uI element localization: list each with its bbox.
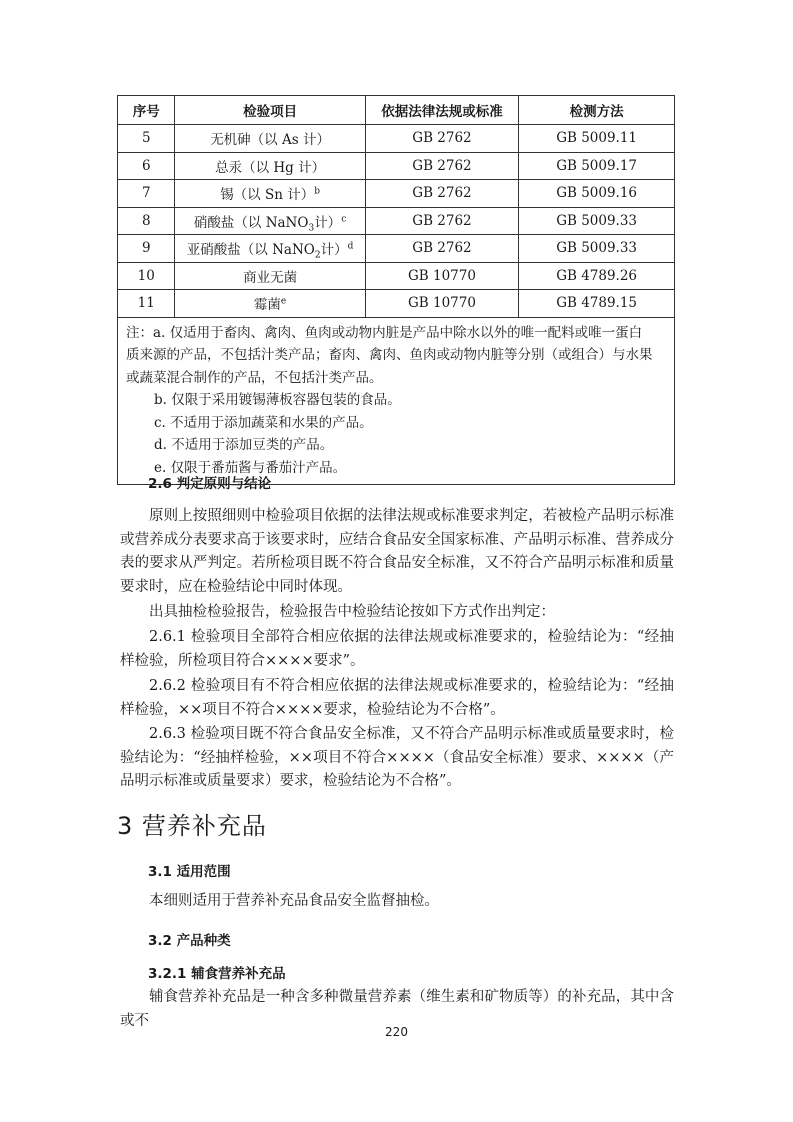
- cell-item: [175, 180, 365, 208]
- cell-standard: GB 10770: [365, 262, 519, 290]
- cell-item: [175, 290, 365, 318]
- cell-method: GB 5009.33: [519, 207, 675, 235]
- item-text: 霉菌: [253, 297, 281, 314]
- paragraph-3-1: 本细则适用于营养补充品食品安全监督抽检。: [149, 893, 439, 909]
- header-no: 序号: [118, 96, 175, 125]
- note-c: c. 不适用于添加蔬菜和水果的产品。: [154, 414, 373, 431]
- table-row: [118, 125, 675, 153]
- footnote-marker: c: [341, 214, 347, 225]
- cell-item: [175, 207, 365, 235]
- cell-method: GB 4789.26: [519, 262, 675, 290]
- cell-no: 9: [118, 235, 175, 263]
- header-standard: 依据法律法规或标准: [365, 96, 519, 125]
- cell-item: 总汞（以 Hg 计）: [175, 152, 365, 180]
- cell-no: 10: [118, 262, 175, 290]
- cell-no: 6: [118, 152, 175, 180]
- cell-method: GB 5009.33: [519, 235, 675, 263]
- table-notes: [118, 317, 675, 485]
- note-a-line: 注：a. 仅适用于畜肉、禽肉、鱼肉或动物内脏是产品中除水以外的唯一配料或唯一蛋白: [126, 324, 643, 341]
- cell-method: GB 5009.11: [519, 125, 675, 153]
- cell-no: 8: [118, 207, 175, 235]
- cell-no: 7: [118, 180, 175, 208]
- cell-method: GB 5009.16: [519, 180, 675, 208]
- heading-3-2-1: 3.2.1 辅食营养补充品: [148, 966, 286, 982]
- table-notes-row: [118, 317, 675, 485]
- paragraph-2-6-1: 2.6.1 检验项目全部符合相应依据的法律法规或标准要求的，检验结论为：“经抽样检验，所检项目符合××××要求”。: [120, 629, 674, 669]
- cell-item: 商业无菌: [175, 262, 365, 290]
- cell-no: 11: [118, 290, 175, 318]
- table-row: [118, 180, 675, 208]
- item-text: 亚硝酸盐（以 NaNO: [186, 242, 315, 259]
- note-a-line: 或蔬菜混合制作的产品，不包括汁类产品。: [126, 369, 383, 386]
- footnote-marker: b: [314, 186, 320, 197]
- item-text: 锡（以 Sn 计）: [220, 187, 315, 204]
- paragraph-2-6-principle: 原则上按照细则中检验项目依据的法律法规或标准要求判定，若被检产品明示标准或营养成分表要求高于该要求时，应结合食品安全国家标准、产品明示标准、营养成分表的要求从严判定。若所检项目既不符合食品安全标准，又不符合产品明示标准和质量要求时，应在检验结论中同时体现。: [120, 508, 674, 595]
- subscript: 3: [308, 223, 315, 234]
- note-d: d. 不适用于添加豆类的产品。: [154, 437, 334, 453]
- table-row: [118, 152, 675, 180]
- table-row: [118, 207, 675, 235]
- heading-3-1: 3.1 适用范围: [148, 864, 231, 880]
- page-number: 220: [385, 1025, 408, 1039]
- cell-no: 5: [118, 125, 175, 153]
- table-row: [118, 262, 675, 290]
- footnote-marker: e: [280, 296, 287, 307]
- paragraph-3-2-1: 辅食营养补充品是一种含多种微量营养素（维生素和矿物质等）的补充品，其中含或不: [120, 989, 674, 1029]
- cell-standard: GB 2762: [365, 207, 519, 235]
- heading-3-2: 3.2 产品种类: [148, 933, 231, 949]
- subscript: 2: [314, 250, 321, 261]
- item-text-end: 计）: [314, 214, 342, 231]
- header-method: 检测方法: [519, 96, 675, 125]
- cell-method: GB 4789.15: [519, 290, 675, 318]
- header-item: 检验项目: [175, 96, 365, 125]
- cell-standard: GB 2762: [365, 180, 519, 208]
- table-row: [118, 290, 675, 318]
- note-e: e. 仅限于番茄酱与番茄汁产品。: [154, 459, 347, 476]
- note-a-line: 质来源的产品，不包括汁类产品；畜肉、禽肉、鱼肉或动物内脏等分别（或组合）与水果: [126, 347, 653, 363]
- paragraph-2-6-2: 2.6.2 检验项目有不符合相应依据的法律法规或标准要求的，检验结论为：“经抽样检验，××项目不符合××××要求，检验结论为不合格”。: [120, 678, 674, 718]
- item-text: 硝酸盐（以 NaNO: [193, 214, 309, 231]
- paragraph-2-6-report: 出具抽检检验报告，检验报告中检验结论按如下方式作出判定：: [149, 604, 555, 620]
- table-row: [118, 235, 675, 263]
- cell-standard: GB 2762: [365, 125, 519, 153]
- table-header-row: [118, 96, 675, 125]
- cell-item: [175, 235, 365, 263]
- heading-section-3: 3 营养补充品: [117, 812, 267, 840]
- paragraph-2-6-3: 2.6.3 检验项目既不符合食品安全标准，又不符合产品明示标准或质量要求时，检验结论为：“经抽样检验，××项目不符合××××（食品安全标准）要求、××××（产品明示标准或质量要求）要求，检验结论为不合格”。: [120, 726, 674, 789]
- heading-2-6: 2.6 判定原则与结论: [148, 476, 272, 492]
- inspection-items-table: [117, 95, 675, 485]
- cell-standard: GB 10770: [365, 290, 519, 318]
- cell-method: GB 5009.17: [519, 152, 675, 180]
- footnote-marker: d: [347, 241, 354, 252]
- cell-standard: GB 2762: [365, 235, 519, 263]
- note-b: b. 仅限于采用镀锡薄板容器包装的食品。: [154, 392, 401, 408]
- item-text-end: 计）: [320, 242, 348, 259]
- cell-standard: GB 2762: [365, 152, 519, 180]
- cell-item: 无机砷（以 As 计）: [175, 125, 365, 153]
